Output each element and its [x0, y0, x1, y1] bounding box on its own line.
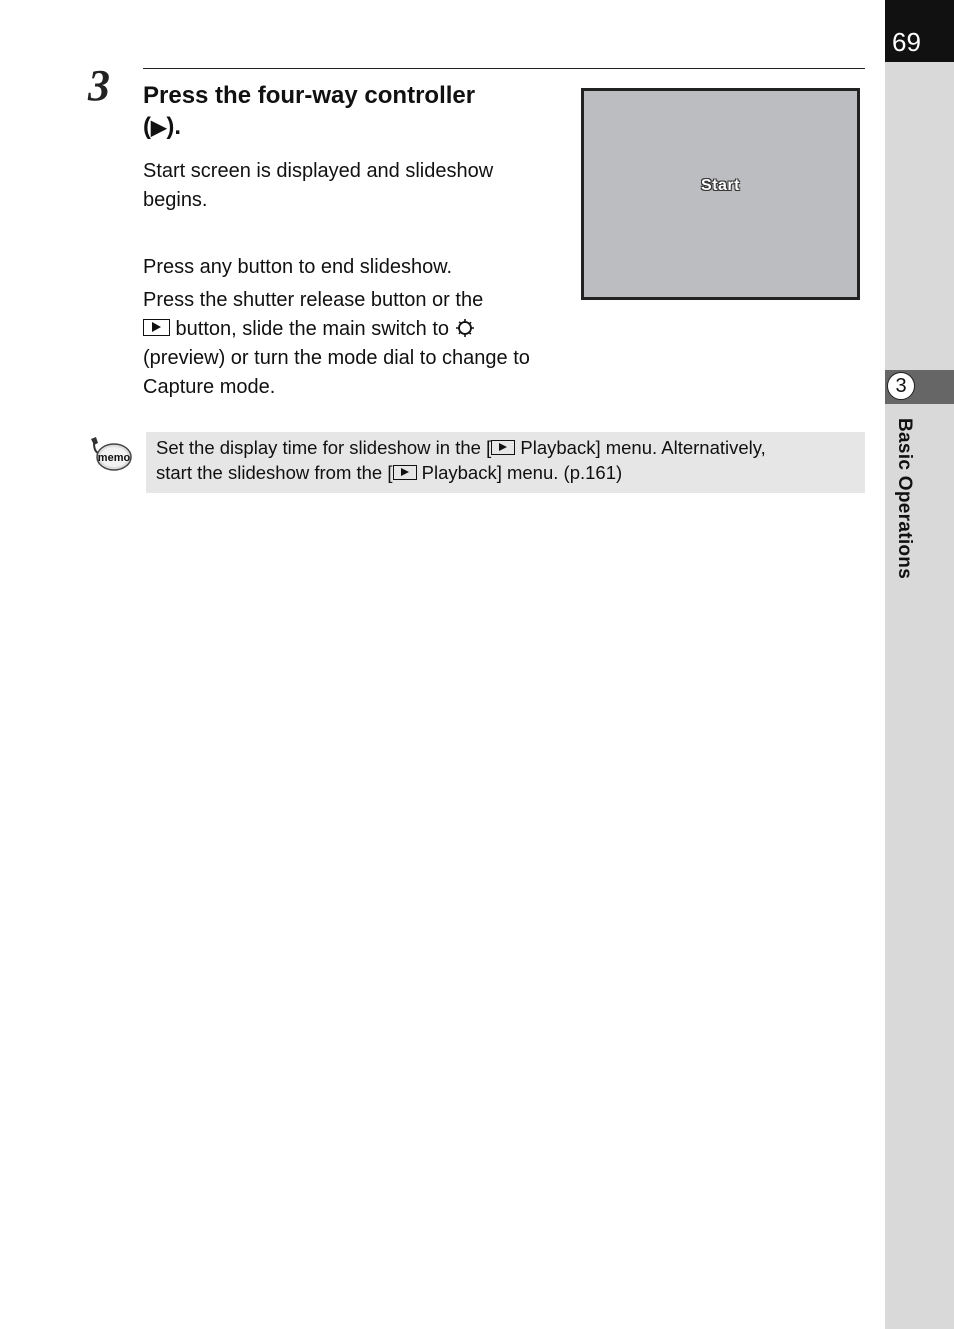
preview-icon	[455, 318, 475, 338]
description-end-slideshow: Press any button to end slideshow.	[143, 256, 453, 278]
screen-start-label: Start	[701, 177, 740, 194]
heading-paren-close: ).	[166, 113, 182, 140]
capture-text-1: Press the shutter release button or the	[143, 289, 484, 311]
right-arrow-icon: ▶	[151, 117, 167, 139]
chapter-number: 3	[887, 372, 915, 400]
memo-text-1a: Set the display time for slideshow in the [	[156, 437, 492, 458]
camera-screen-preview	[581, 88, 860, 300]
memo-icon-label: memo	[97, 452, 131, 464]
playback-icon	[143, 319, 170, 336]
step-number: 3	[88, 61, 109, 110]
capture-text-2: button, slide the main switch to	[170, 318, 455, 340]
description-start: Start screen is displayed and slideshow begins.	[143, 160, 494, 211]
heading-line1: Press the four-way controller	[143, 82, 476, 109]
page-number: 69	[892, 27, 921, 57]
memo-icon	[88, 435, 134, 475]
capture-text-3: (preview) or turn the mode dial to change to Capture mode.	[143, 347, 530, 398]
step-heading	[143, 80, 543, 144]
memo-text-2b: Playback] menu. (p.161)	[416, 462, 623, 483]
chapter-title: Basic Operations	[894, 418, 915, 580]
header-rule	[143, 68, 865, 69]
side-tab	[885, 0, 954, 1329]
memo-text-2a: start the slideshow from the [	[156, 462, 393, 483]
description-capture-mode	[143, 286, 553, 402]
playback-icon	[393, 465, 417, 480]
memo-text-1b: Playback] menu. Alternatively,	[515, 437, 766, 458]
memo-box	[146, 432, 865, 493]
playback-icon	[491, 440, 515, 455]
heading-paren-open: (	[143, 113, 151, 140]
